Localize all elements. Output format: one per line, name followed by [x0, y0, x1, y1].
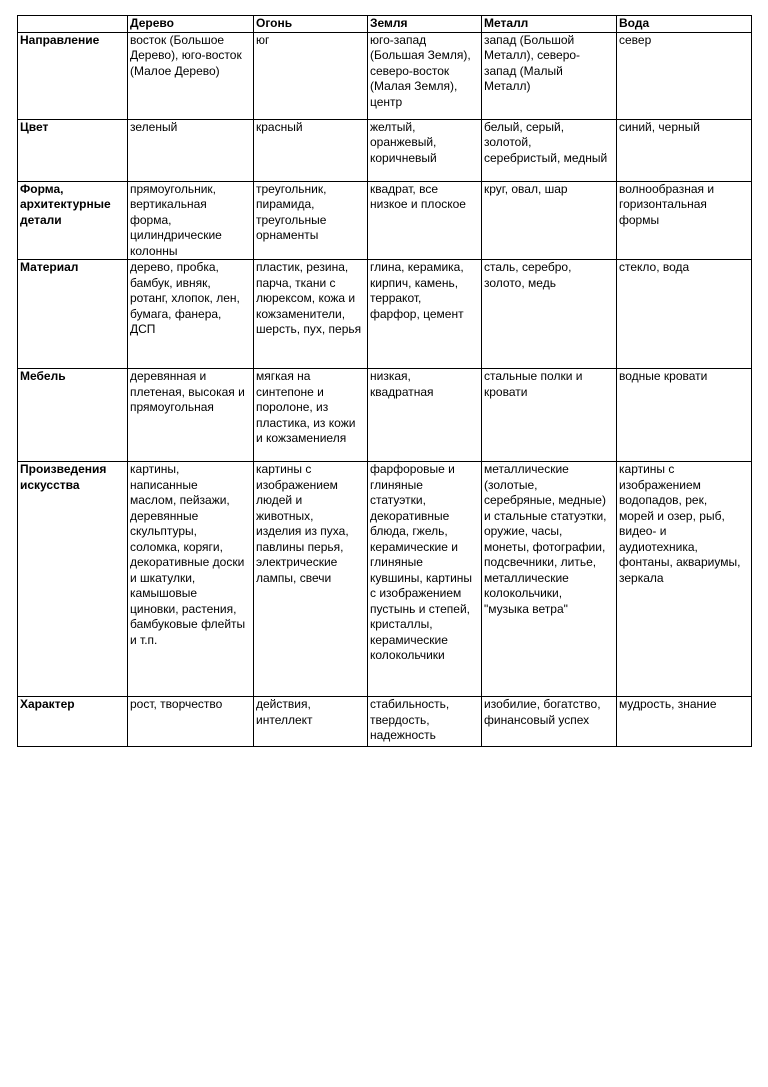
column-header-fire: Огонь: [254, 16, 368, 33]
table-cell: пластик, резина, парча, ткани с люрексом, кожа и кожзаменители, шерсть, пух, перья: [254, 260, 368, 369]
table-cell: треугольник, пирамида, треугольные орнаменты: [254, 181, 368, 260]
table-cell: низкая, квадратная: [368, 369, 482, 462]
table-cell: стальные полки и кровати: [482, 369, 617, 462]
table-cell: металлические (золотые, серебряные, медные) и стальные статуэтки, оружие, часы, монеты, фотографии, подсвечники, литье, металлические колокольчики, "музыка ветра": [482, 462, 617, 697]
table-cell: дерево, пробка, бамбук, ивняк, ротанг, хлопок, лен, бумага, фанера, ДСП: [128, 260, 254, 369]
table-row-color: [18, 119, 752, 181]
table-cell: мягкая на синтепоне и поролоне, из пластика, из кожи и кожзамениеля: [254, 369, 368, 462]
table-row-art: [18, 462, 752, 697]
row-header: Характер: [18, 697, 128, 747]
table-cell: квадрат, все низкое и плоское: [368, 181, 482, 260]
table-cell: север: [617, 32, 752, 119]
column-header-water: Вода: [617, 16, 752, 33]
table-cell: деревянная и плетеная, высокая и прямоугольная: [128, 369, 254, 462]
table-cell: мудрость, знание: [617, 697, 752, 747]
table-cell: картины, написанные маслом, пейзажи, деревянные скульптуры, соломка, коряги, декоративные доски и шкатулки, камышовые циновки, растения, бамбуковые флейты и т.п.: [128, 462, 254, 697]
row-header: Материал: [18, 260, 128, 369]
table-cell: круг, овал, шар: [482, 181, 617, 260]
table-cell: рост, творчество: [128, 697, 254, 747]
corner-cell: [18, 16, 128, 33]
table-cell: желтый, оранжевый, коричневый: [368, 119, 482, 181]
table-cell: водные кровати: [617, 369, 752, 462]
table-cell: стабильность, твердость, надежность: [368, 697, 482, 747]
table-cell: фарфоровые и глиняные статуэтки, декоративные блюда, гжель, керамические и глиняные кувшины, картины с изображением пустынь и степей, кристаллы, керамические колокольчики: [368, 462, 482, 697]
table-cell: белый, серый, золотой, серебристый, медный: [482, 119, 617, 181]
table-cell: красный: [254, 119, 368, 181]
table-row-character: [18, 697, 752, 747]
table-cell: волнообразная и горизонтальная формы: [617, 181, 752, 260]
table-cell: синий, черный: [617, 119, 752, 181]
table-cell: запад (Большой Металл), северо- запад (Малый Металл): [482, 32, 617, 119]
table-row-furniture: [18, 369, 752, 462]
elements-table: [17, 15, 752, 747]
table-cell: действия, интеллект: [254, 697, 368, 747]
column-header-wood: Дерево: [128, 16, 254, 33]
table-cell: юго-запад (Большая Земля), северо-восток (Малая Земля), центр: [368, 32, 482, 119]
table-cell: картины с изображением водопадов, рек, морей и озер, рыб, видео- и аудиотехника, фонтаны, аквариумы, зеркала: [617, 462, 752, 697]
table-cell: картины с изображением людей и животных, изделия из пуха, павлины перья, электрические лампы, свечи: [254, 462, 368, 697]
table-row-material: [18, 260, 752, 369]
table-row-shape: [18, 181, 752, 260]
table-cell: сталь, серебро, золото, медь: [482, 260, 617, 369]
row-header: Мебель: [18, 369, 128, 462]
table-cell: зеленый: [128, 119, 254, 181]
table-cell: изобилие, богатство, финансовый успех: [482, 697, 617, 747]
table-cell: стекло, вода: [617, 260, 752, 369]
table-cell: восток (Большое Дерево), юго-восток (Малое Дерево): [128, 32, 254, 119]
table-cell: прямоугольник, вертикальная форма, цилиндрические колонны: [128, 181, 254, 260]
table-cell: юг: [254, 32, 368, 119]
table-row-direction: [18, 32, 752, 119]
header-row: [18, 16, 752, 33]
column-header-metal: Металл: [482, 16, 617, 33]
column-header-earth: Земля: [368, 16, 482, 33]
row-header: Направление: [18, 32, 128, 119]
table-cell: глина, керамика, кирпич, камень, терракот, фарфор, цемент: [368, 260, 482, 369]
row-header: Произведения искусства: [18, 462, 128, 697]
row-header: Цвет: [18, 119, 128, 181]
row-header: Форма, архитектурные детали: [18, 181, 128, 260]
